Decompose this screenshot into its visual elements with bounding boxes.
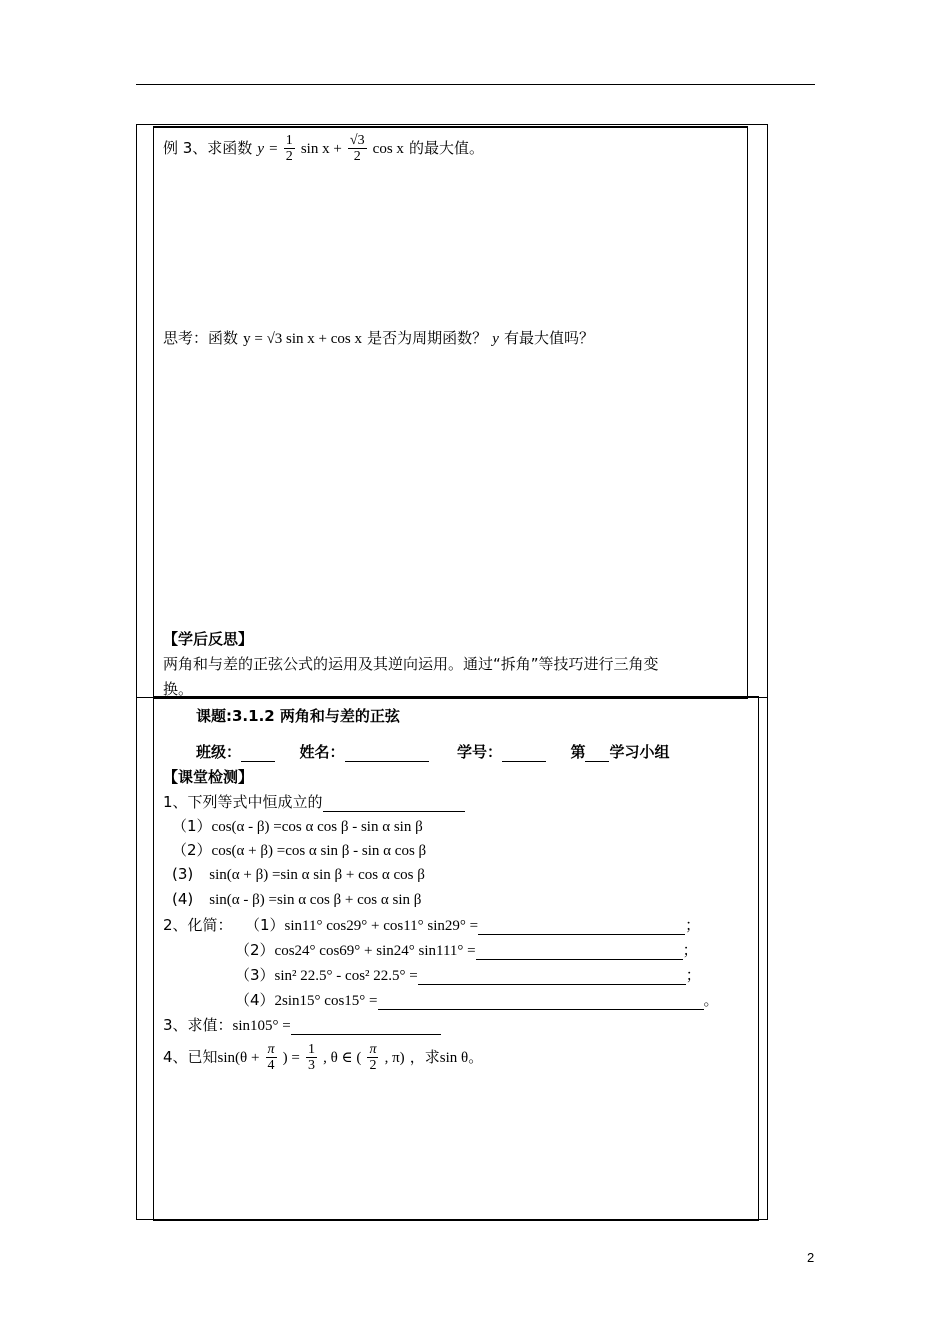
fraction: $\frac{√3}{2}$ — [349, 133, 365, 164]
fraction: $\frac{1}{3}$ — [307, 1042, 315, 1073]
question-1: 1、下列等式中恒成立的 — [163, 791, 465, 812]
q2-item: （2）cos24° cos69° + sin24° sin111° = ； — [235, 941, 698, 959]
q2-item: （1）sin11° cos29° + cos11° sin29° = ； — [245, 916, 701, 934]
think-question: 思考：函数 y = √3 sin x + cos x 是否为周期函数？ y 有最大值吗？ — [163, 329, 594, 347]
question-2-label: 2、化简： — [163, 916, 233, 934]
check-heading: 【课堂检测】 — [163, 768, 254, 786]
q2-item: （3）sin² 22.5° - cos² 22.5° = ； — [235, 966, 701, 984]
fraction: $\frac{\pi}{4}$ — [267, 1042, 275, 1073]
example-3-label: 例 3、求函数 — [163, 139, 253, 157]
q1-option: (4) sin(α - β) =sin α cos β + cos α sin β — [172, 890, 422, 908]
header-rule — [136, 84, 815, 85]
fraction: $\frac{1}{2}$ — [285, 133, 293, 164]
question-3: 3、求值：sin105° = — [163, 1014, 441, 1035]
q1-option: （1）cos(α - β) =cos α cos β - sin α sin β — [172, 817, 423, 835]
q1-option: (3) sin(α + β) =sin α sin β + cos α cos β — [172, 865, 425, 883]
reflection-heading: 【学后反思】 — [163, 630, 254, 648]
example-3: 例 3、求函数 y = $\frac{1}{2}$ sin x + $\frac{√3}{2}$ cos x 的最大值。 — [163, 133, 485, 164]
page-number: 2 — [807, 1250, 815, 1265]
reflection-line-2: 换。 — [163, 680, 194, 698]
reflection-line-1: 两角和与差的正弦公式的运用及其逆向运用。通过“拆角”等技巧进行三角变 — [163, 655, 659, 673]
question-4: 4、已知sin(θ + $\frac{\pi}{4}$ ) = $\frac{1}{3}$ , θ ∈ ( $\frac{\pi}{2}$ , π) ，求sin θ。 — [163, 1042, 484, 1073]
lesson-title: 课题:3.1.2 两角和与差的正弦 — [196, 707, 400, 725]
student-info-row: 班级： 姓名： 学号： 第 学习小组 — [196, 743, 670, 761]
inner-frame-upper — [153, 126, 748, 699]
fraction: $\frac{\pi}{2}$ — [369, 1042, 377, 1073]
q2-item: （4）2sin15° cos15° = 。 — [235, 991, 719, 1009]
q1-option: （2）cos(α + β) =cos α sin β - sin α cos β — [172, 841, 427, 859]
